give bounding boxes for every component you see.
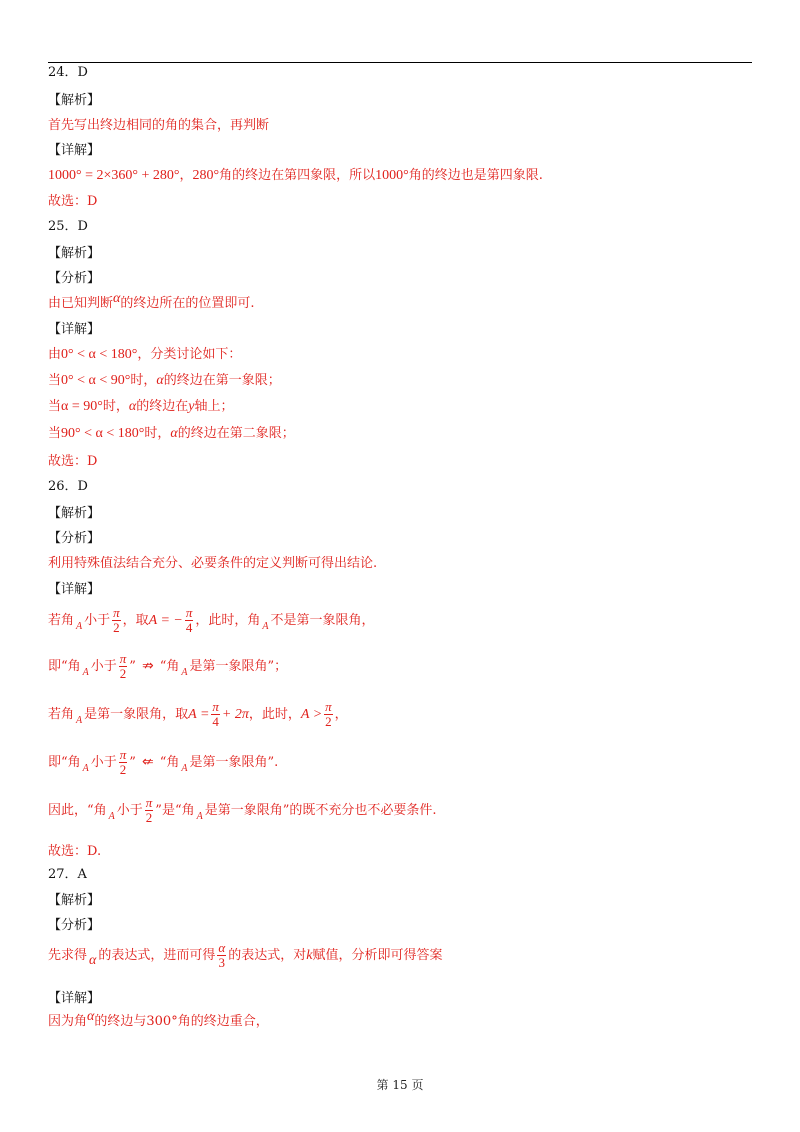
fraction: $\frac{\alpha}{3}$ xyxy=(218,940,226,970)
section-fenxi: 【分析】 xyxy=(48,271,101,286)
detail-line: 当0° < α < 90°时，α的终边在第一象限； xyxy=(48,373,281,388)
section-jiexi: 【解析】 xyxy=(48,93,101,108)
section-fenxi: 【分析】 xyxy=(48,531,101,546)
not-implied-by-symbol: ⇍ xyxy=(141,755,154,770)
choice-line: 故选：D xyxy=(48,454,98,469)
detail-line: 当α = 90°时，α的终边在y轴上； xyxy=(48,399,234,414)
section-jiexi: 【解析】 xyxy=(48,506,101,521)
section-jiexi: 【解析】 xyxy=(48,893,101,908)
detail-line: 即“角 $_A$ 小于 $\frac{\pi}{2}$ ” ⇍ “角 $_A$ 是第一象限角”. xyxy=(48,747,279,777)
page-number: 第 15 页 xyxy=(376,1078,424,1092)
section-xiangjie: 【详解】 xyxy=(48,991,101,1006)
detail-line: 若角 $_A$ 小于 $\frac{\pi}{2}$ ，取A = − $\frac{\pi}{4}$ ，此时，角 $_A$ 不是第一象限角， xyxy=(48,605,375,635)
header-rule xyxy=(48,62,752,63)
fraction: $\frac{\pi}{2}$ xyxy=(119,651,127,681)
not-implies-symbol: ⇏ xyxy=(141,659,154,674)
detail-line: 当90° < α < 180°时，α的终边在第二象限； xyxy=(48,426,295,441)
detail-line: 1000° = 2×360° + 280°，280°角的终边在第四象限，所以1000°角的终边也是第四象限. xyxy=(48,168,543,183)
detail-line: 因此，“角 $_A$ 小于 $\frac{\pi}{2}$ ”是“角 $_A$ 是第一象限角”的既不充分也不必要条件. xyxy=(48,795,437,825)
section-xiangjie: 【详解】 xyxy=(48,143,101,158)
fraction: $\frac{\pi}{4}$ xyxy=(185,605,193,635)
detail-line: 由0° < α < 180°，分类讨论如下： xyxy=(48,347,242,362)
analysis-text: 先求得 α 的表达式，进而可得 $\frac{\alpha}{3}$ 的表达式，对k赋值，分析即可得答案 xyxy=(48,940,443,970)
detail-line: 即“角 $_A$ 小于 $\frac{\pi}{2}$ ” ⇏ “角 $_A$ 是第一象限角”； xyxy=(48,651,288,681)
analysis-text: 由已知判断α的终边所在的位置即可. xyxy=(48,291,255,311)
detail-line: 若角 $_A$ 是第一象限角，取A = $\frac{\pi}{4}$ + 2π，此时，A > $\frac{\pi}{2}$ ， xyxy=(48,699,348,729)
analysis-text: 首先写出终边相同的角的集合，再判断 xyxy=(48,118,270,133)
analysis-text: 利用特殊值法结合充分、必要条件的定义判断可得出结论. xyxy=(48,556,378,571)
fraction: $\frac{\pi}{2}$ xyxy=(325,699,332,729)
answer-24-heading: 24．D xyxy=(48,65,88,80)
answer-27-heading: 27．A xyxy=(48,867,87,882)
answer-26-heading: 26．D xyxy=(48,479,88,494)
fraction: $\frac{\pi}{2}$ xyxy=(145,795,153,825)
detail-line: 因为角α的终边与300°角的终边重合， xyxy=(48,1009,269,1029)
choice-line: 故选：D. xyxy=(48,844,102,859)
fraction: $\frac{\pi}{2}$ xyxy=(119,747,127,777)
fraction: $\frac{\pi}{2}$ xyxy=(113,605,120,635)
choice-line: 故选：D xyxy=(48,194,98,209)
section-fenxi: 【分析】 xyxy=(48,918,101,933)
section-xiangjie: 【详解】 xyxy=(48,322,101,337)
answer-25-heading: 25．D xyxy=(48,219,88,234)
section-jiexi: 【解析】 xyxy=(48,246,101,261)
section-xiangjie: 【详解】 xyxy=(48,582,101,597)
fraction: $\frac{\pi}{4}$ xyxy=(212,699,219,729)
